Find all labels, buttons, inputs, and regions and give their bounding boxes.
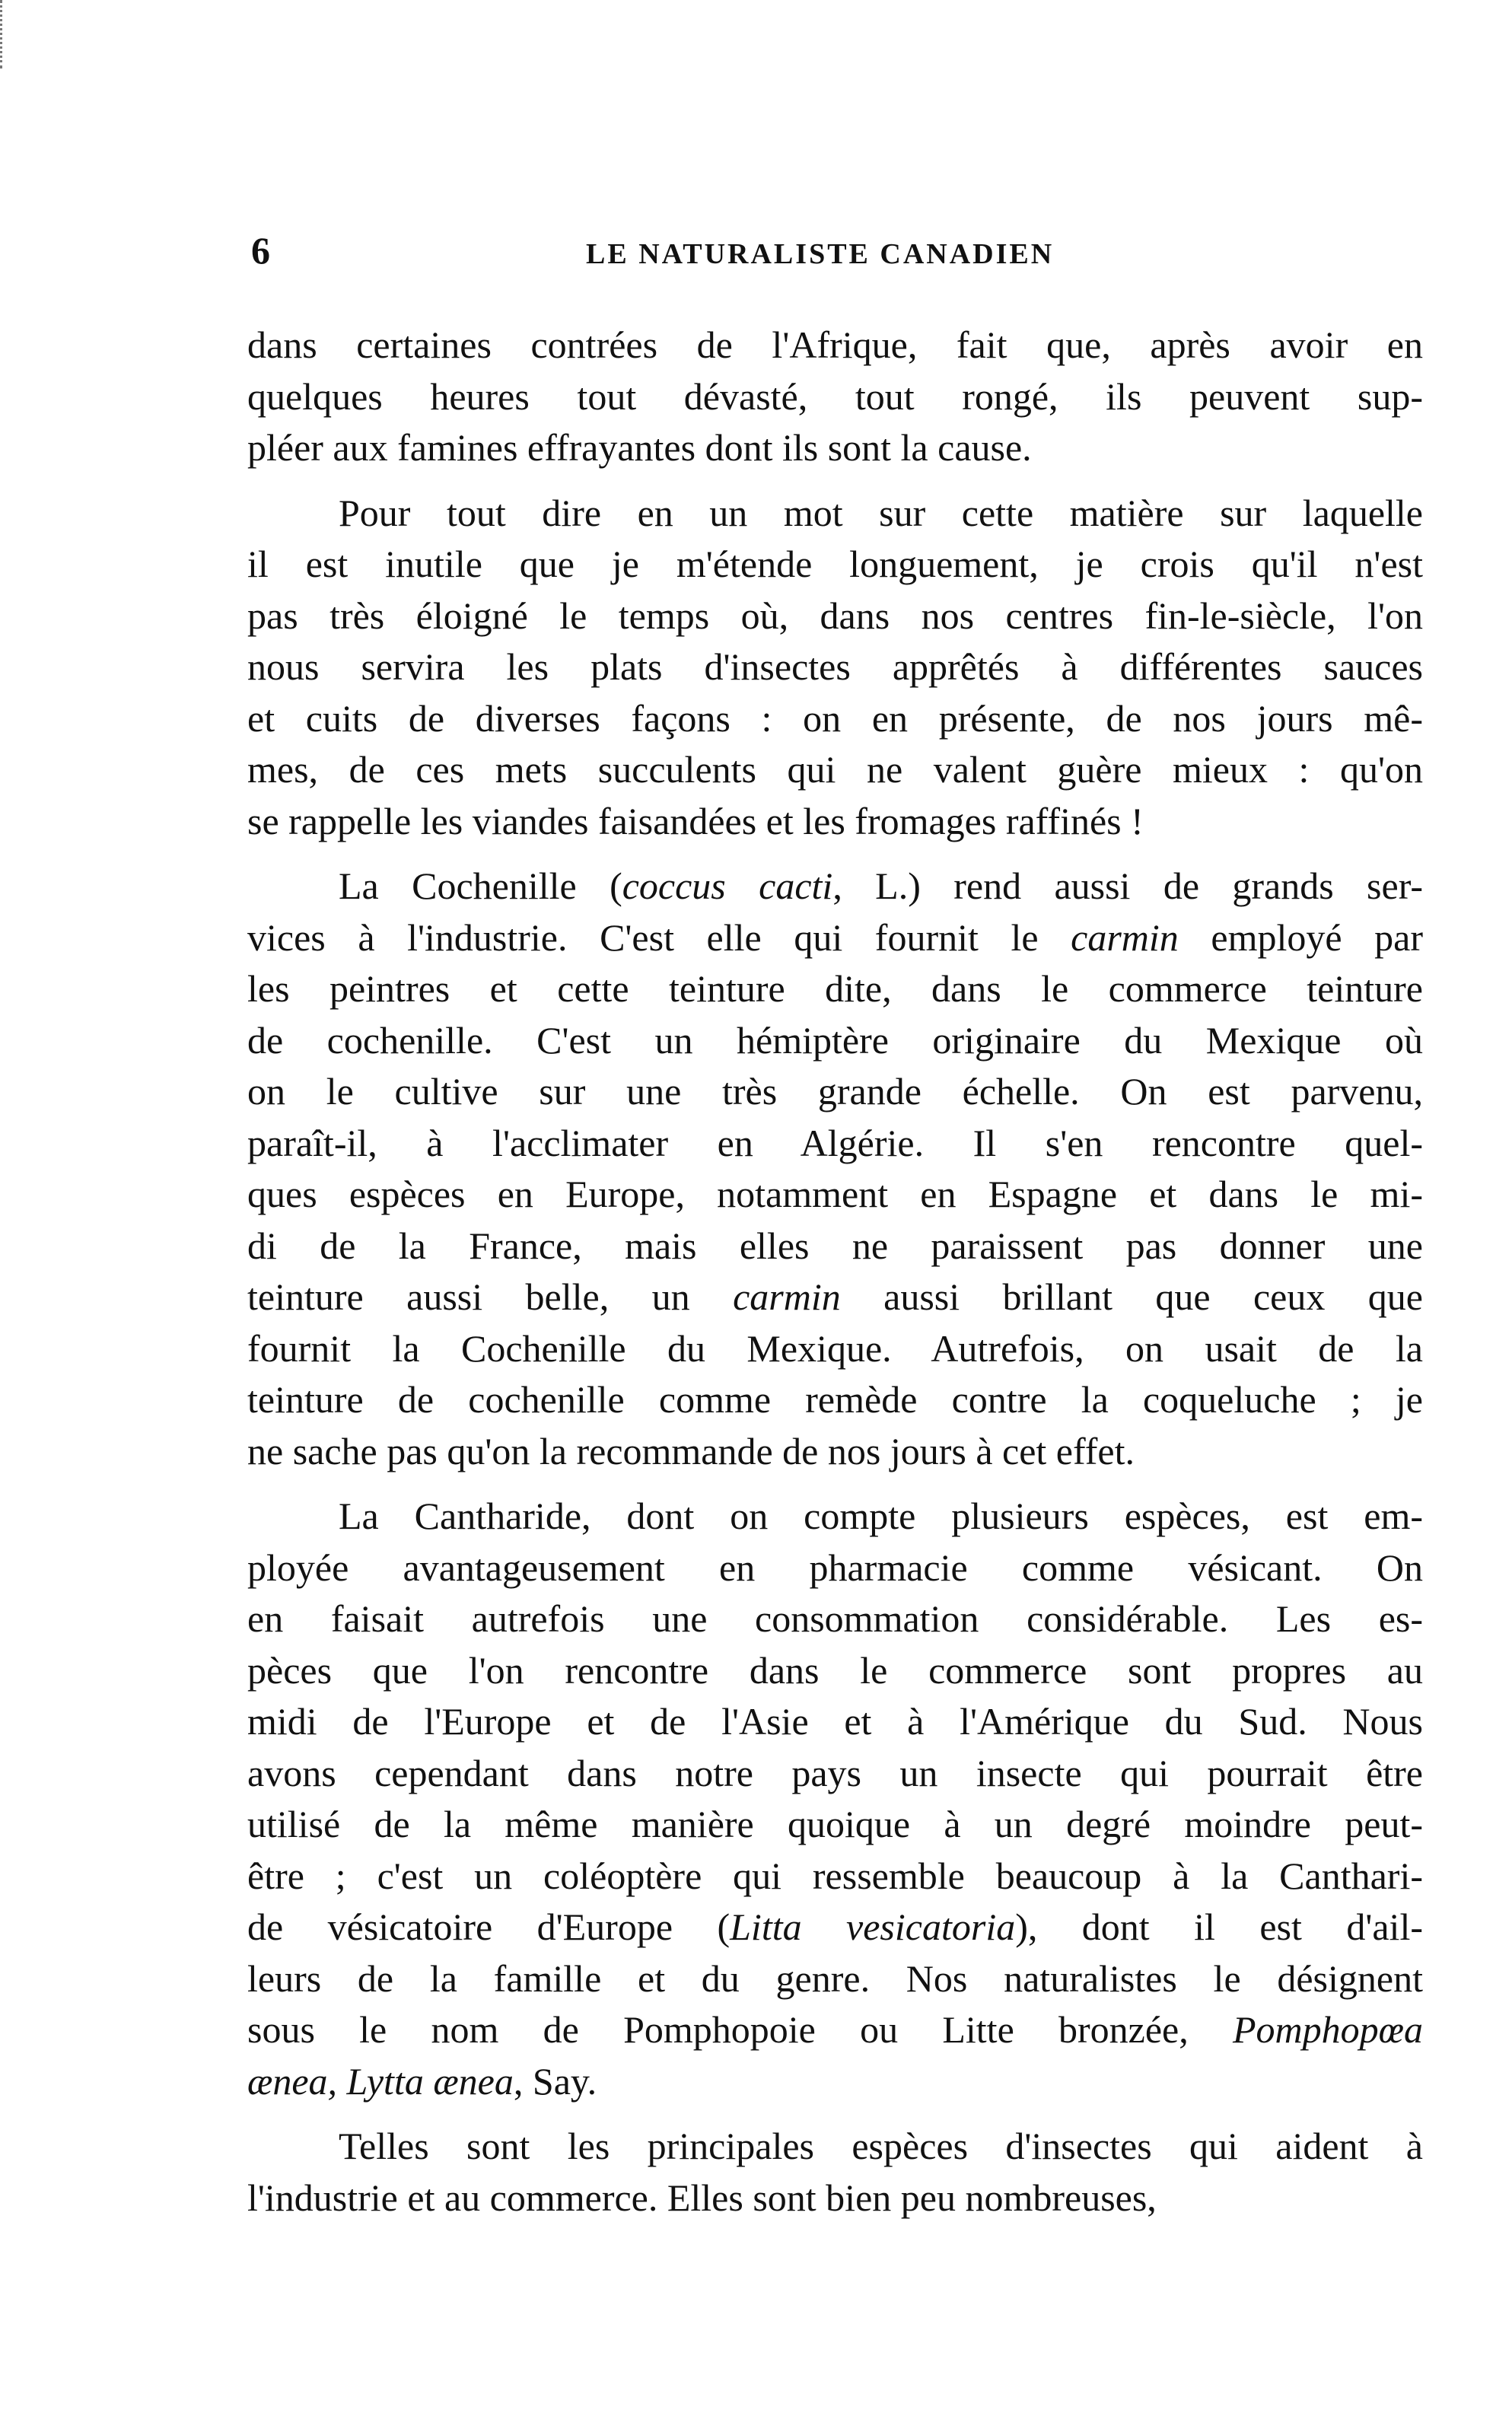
text-line: on le cultive sur une très grande échelle. On est parvenu, [247, 1070, 1423, 1113]
paragraph [247, 488, 1423, 848]
page-edge-marks [0, 0, 13, 68]
body-text [247, 320, 1423, 2224]
italic-term: carmin [733, 1275, 841, 1318]
text-line: paraît-il, à l'acclimater en Algérie. Il s'en rencontre quel- [247, 1121, 1423, 1164]
text-line: avons cependant dans notre pays un insecte qui pourrait être [247, 1751, 1423, 1794]
paragraph-gap [247, 474, 1423, 488]
text-line: et cuits de diverses façons : on en présente, de nos jours mê- [247, 696, 1423, 740]
text-line: pèces que l'on rencontre dans le commerce sont propres au [247, 1648, 1423, 1692]
paragraph [247, 320, 1423, 474]
italic-term: Litta vesicatoria [730, 1905, 1016, 1948]
text-line: La Cantharide, dont on compte plusieurs espèces, est em- [339, 1495, 1423, 1537]
text-line: Telles sont les principales espèces d'insectes qui aident à [339, 2125, 1423, 2167]
italic-term: ænea, Lytta ænea [247, 2059, 514, 2103]
text-line: les peintres et cette teinture dite, dans le commerce teinture [247, 967, 1423, 1010]
text-line: l'industrie et au commerce. Elles sont bien peu nombreuses, [247, 2176, 1157, 2219]
text-line: en faisait autrefois une consommation considérable. Les es- [247, 1597, 1423, 1640]
text-line: ployée avantageusement en pharmacie comme vésicant. On [247, 1546, 1423, 1589]
text-line: teinture aussi belle, un carmin aussi brillant que ceux que [247, 1275, 1423, 1318]
text-line: de cochenille. C'est un hémiptère originaire du Mexique où [247, 1018, 1423, 1062]
paragraph [247, 2121, 1423, 2224]
text-line: dans certaines contrées de l'Afrique, fait que, après avoir en [247, 323, 1423, 366]
text-line: vices à l'industrie. C'est elle qui fournit le carmin employé par [247, 915, 1424, 959]
paragraph [247, 861, 1423, 1477]
text-line: se rappelle les viandes faisandées et les fromages raffinés ! [247, 799, 1144, 842]
text-line: teinture de cochenille comme remède contre la coqueluche ; je [247, 1378, 1423, 1421]
text-line: Pour tout dire en un mot sur cette matière sur laquelle [339, 491, 1423, 534]
text-line: il est inutile que je m'étende longuement, je crois qu'il n'est [247, 543, 1423, 585]
page-number: 6 [251, 229, 270, 272]
text-line: pas très éloigné le temps où, dans nos centres fin-le-siècle, l'on [247, 594, 1423, 637]
text-line: pléer aux famines effrayantes dont ils sont la cause. [247, 426, 1032, 469]
text-line: mes, de ces mets succulents qui ne valent guère mieux : qu'on [247, 748, 1423, 791]
text-line: leurs de la famille et du genre. Nos naturalistes le désignent [247, 1956, 1423, 2000]
text-line: ne sache pas qu'on la recommande de nos jours à cet effet. [247, 1429, 1135, 1472]
running-title: LE NATURALISTE CANADIEN [586, 238, 1055, 270]
italic-term: coccus cacti [622, 864, 833, 907]
text-line: di de la France, mais elles ne paraissent pas donner une [247, 1224, 1423, 1267]
page-header [251, 228, 1423, 289]
text-line: midi de l'Europe et de l'Asie et à l'Amérique du Sud. Nous [247, 1700, 1423, 1743]
paragraph-gap [247, 2107, 1423, 2121]
text-line: ques espèces en Europe, notamment en Espagne et dans le mi- [247, 1173, 1423, 1215]
italic-term: Pomphopœa [1233, 2008, 1423, 2051]
text-line: La Cochenille (coccus cacti, L.) rend aussi de grands ser- [339, 864, 1423, 907]
text-line: être ; c'est un coléoptère qui ressemble beaucoup à la Canthari- [247, 1854, 1423, 1897]
text-line: ænea, Lytta ænea, Say. [247, 2059, 597, 2103]
text-line: nous servira les plats d'insectes apprêtés à différentes sauces [247, 645, 1423, 688]
paragraph-gap [247, 1477, 1423, 1491]
italic-term: carmin [1071, 915, 1179, 959]
text-line: sous le nom de Pomphopoie ou Litte bronzée, Pomphopœa [247, 2008, 1423, 2051]
paragraph [247, 1491, 1423, 2107]
text-line: fournit la Cochenille du Mexique. Autrefois, on usait de la [247, 1326, 1423, 1370]
text-line: quelques heures tout dévasté, tout rongé, ils peuvent sup- [247, 374, 1423, 418]
paragraph-gap [247, 847, 1423, 861]
text-line: de vésicatoire d'Europe (Litta vesicatoria), dont il est d'ail- [247, 1905, 1423, 1948]
text-line: utilisé de la même manière quoique à un degré moindre peut- [247, 1803, 1423, 1845]
